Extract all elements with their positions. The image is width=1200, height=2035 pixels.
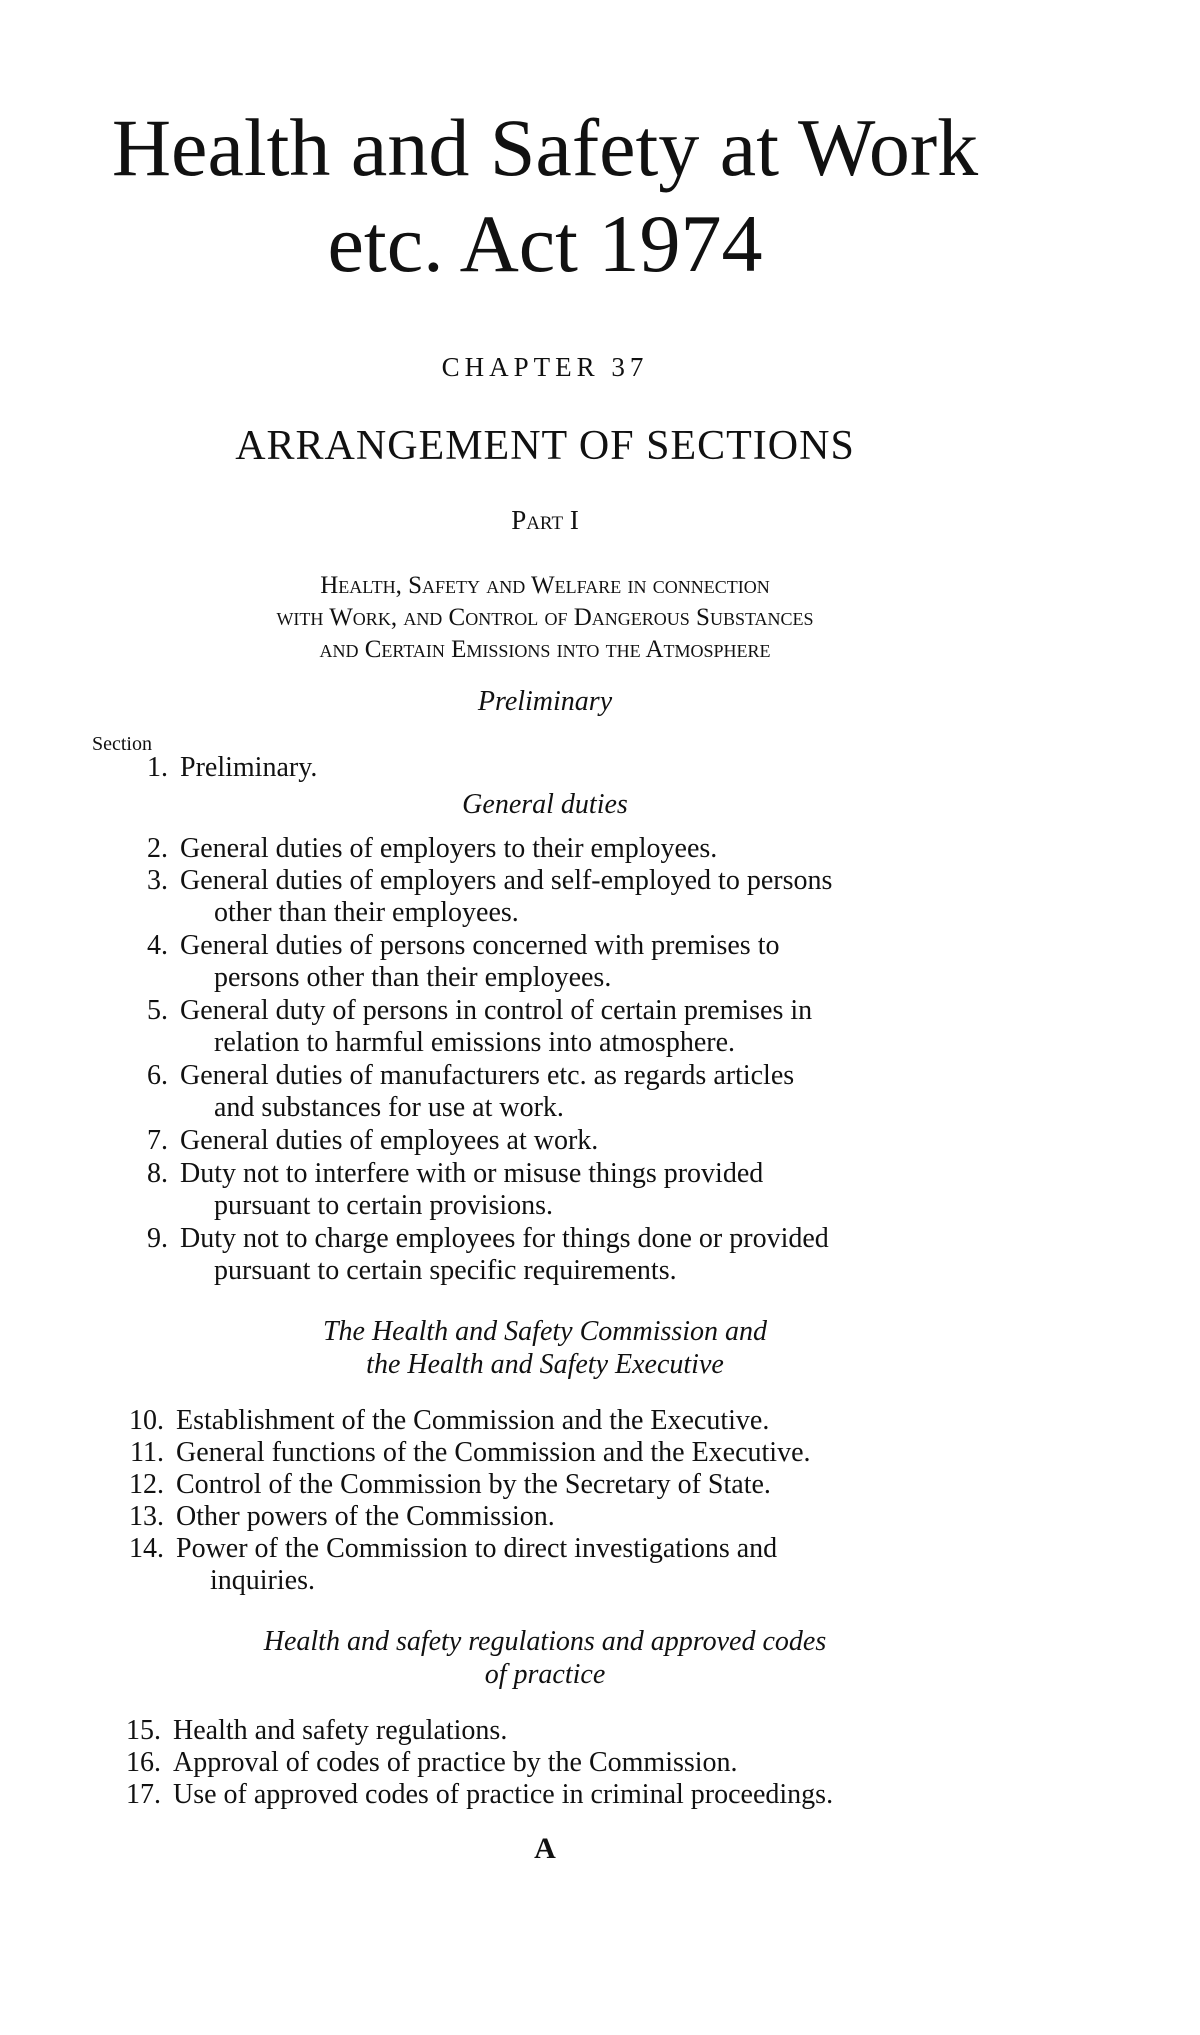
part-heading-line: Health, Safety and Welfare in connection bbox=[320, 572, 770, 599]
section-entry bbox=[129, 1405, 980, 1437]
section-title-continued: persons other than their employees. bbox=[214, 962, 612, 993]
section-title: General duties of employees at work. bbox=[180, 1125, 599, 1156]
act-title-line-1: Health and Safety at Work bbox=[111, 102, 979, 193]
section-title: General duty of persons in control of certain premises in bbox=[180, 995, 813, 1026]
section-entry bbox=[126, 1779, 980, 1811]
section-title: General duties of employers and self-employed to persons bbox=[180, 865, 833, 896]
section-number: 12. bbox=[129, 1469, 164, 1500]
section-number: 14. bbox=[129, 1533, 164, 1564]
subheading-commission bbox=[0, 1315, 1090, 1381]
section-number: 7. bbox=[147, 1125, 168, 1156]
subheading-regulations-line: of practice bbox=[484, 1659, 606, 1690]
section-number: 1. bbox=[147, 752, 168, 783]
section-title: Control of the Commission by the Secretary of State. bbox=[176, 1469, 771, 1500]
section-title-continued: other than their employees. bbox=[214, 897, 519, 928]
subheading-regulations-line: Health and safety regulations and approved codes bbox=[263, 1626, 827, 1657]
section-number: 6. bbox=[147, 1060, 168, 1091]
part-heading-line: with Work, and Control of Dangerous Substances bbox=[276, 604, 814, 631]
section-title: General duties of employers to their employees. bbox=[180, 833, 718, 864]
section-entry bbox=[129, 1469, 980, 1501]
section-number: 5. bbox=[147, 995, 168, 1026]
section-title-continued: pursuant to certain provisions. bbox=[214, 1190, 554, 1221]
section-title: Duty not to interfere with or misuse things provided bbox=[180, 1158, 764, 1189]
section-title: Other powers of the Commission. bbox=[176, 1501, 555, 1532]
section-title: Duty not to charge employees for things done or provided bbox=[180, 1223, 829, 1254]
section-number: 8. bbox=[147, 1158, 168, 1189]
section-number: 10. bbox=[129, 1405, 164, 1436]
section-entry bbox=[129, 1533, 980, 1597]
section-number: 9. bbox=[147, 1223, 168, 1254]
section-entry bbox=[129, 1501, 980, 1533]
section-entry bbox=[147, 1223, 980, 1287]
section-number: 17. bbox=[126, 1779, 161, 1810]
act-title bbox=[0, 100, 1090, 292]
section-number: 15. bbox=[126, 1715, 161, 1746]
section-entry bbox=[147, 1158, 980, 1222]
section-number: 3. bbox=[147, 865, 168, 896]
section-entry bbox=[147, 865, 980, 929]
section-title: Preliminary. bbox=[180, 752, 318, 783]
section-entry bbox=[147, 1125, 980, 1157]
subheading-commission-line: The Health and Safety Commission and bbox=[322, 1316, 768, 1347]
subheading-commission-line: the Health and Safety Executive bbox=[366, 1349, 724, 1380]
section-entry bbox=[126, 1715, 980, 1747]
section-title: General functions of the Commission and the Executive. bbox=[176, 1437, 811, 1468]
section-entry bbox=[130, 1437, 980, 1469]
section-title: Power of the Commission to direct investigations and bbox=[176, 1533, 778, 1564]
section-title: General duties of manufacturers etc. as regards articles bbox=[180, 1060, 795, 1091]
section-title: General duties of persons concerned with premises to bbox=[180, 930, 780, 961]
subheading-preliminary: Preliminary bbox=[477, 686, 613, 717]
section-number: 16. bbox=[126, 1747, 161, 1778]
section-entry bbox=[147, 1060, 980, 1124]
section-entry bbox=[147, 930, 980, 994]
section-title: Approval of codes of practice by the Commission. bbox=[173, 1747, 738, 1778]
section-title-continued: inquiries. bbox=[210, 1565, 315, 1596]
section-title-continued: pursuant to certain specific requirements. bbox=[214, 1255, 677, 1286]
part-heading-line: and Certain Emissions into the Atmosphere bbox=[319, 636, 771, 663]
section-title: Health and safety regulations. bbox=[173, 1715, 508, 1746]
section-number: 11. bbox=[130, 1437, 164, 1468]
subheading-regulations bbox=[0, 1625, 1090, 1691]
chapter-number: CHAPTER 37 bbox=[441, 352, 649, 382]
section-entry bbox=[147, 995, 980, 1059]
signature-letter: A bbox=[534, 1832, 556, 1865]
part-heading-title bbox=[0, 570, 1090, 666]
act-title-line-2: etc. Act 1974 bbox=[327, 198, 763, 289]
section-column-label: Section bbox=[92, 733, 152, 755]
section-title: Use of approved codes of practice in criminal proceedings. bbox=[173, 1779, 834, 1810]
section-number: 2. bbox=[147, 833, 168, 864]
section-entry bbox=[147, 752, 980, 784]
section-number: 13. bbox=[129, 1501, 164, 1532]
section-entry bbox=[126, 1747, 980, 1779]
section-title-continued: and substances for use at work. bbox=[214, 1092, 564, 1123]
arrangement-heading: ARRANGEMENT OF SECTIONS bbox=[235, 423, 855, 469]
section-title: Establishment of the Commission and the Executive. bbox=[176, 1405, 770, 1436]
subheading-general-duties: General duties bbox=[462, 789, 628, 820]
section-title-continued: relation to harmful emissions into atmosphere. bbox=[214, 1027, 736, 1058]
section-number: 4. bbox=[147, 930, 168, 961]
section-entry bbox=[147, 833, 980, 865]
part-heading-number: Part I bbox=[511, 505, 579, 535]
